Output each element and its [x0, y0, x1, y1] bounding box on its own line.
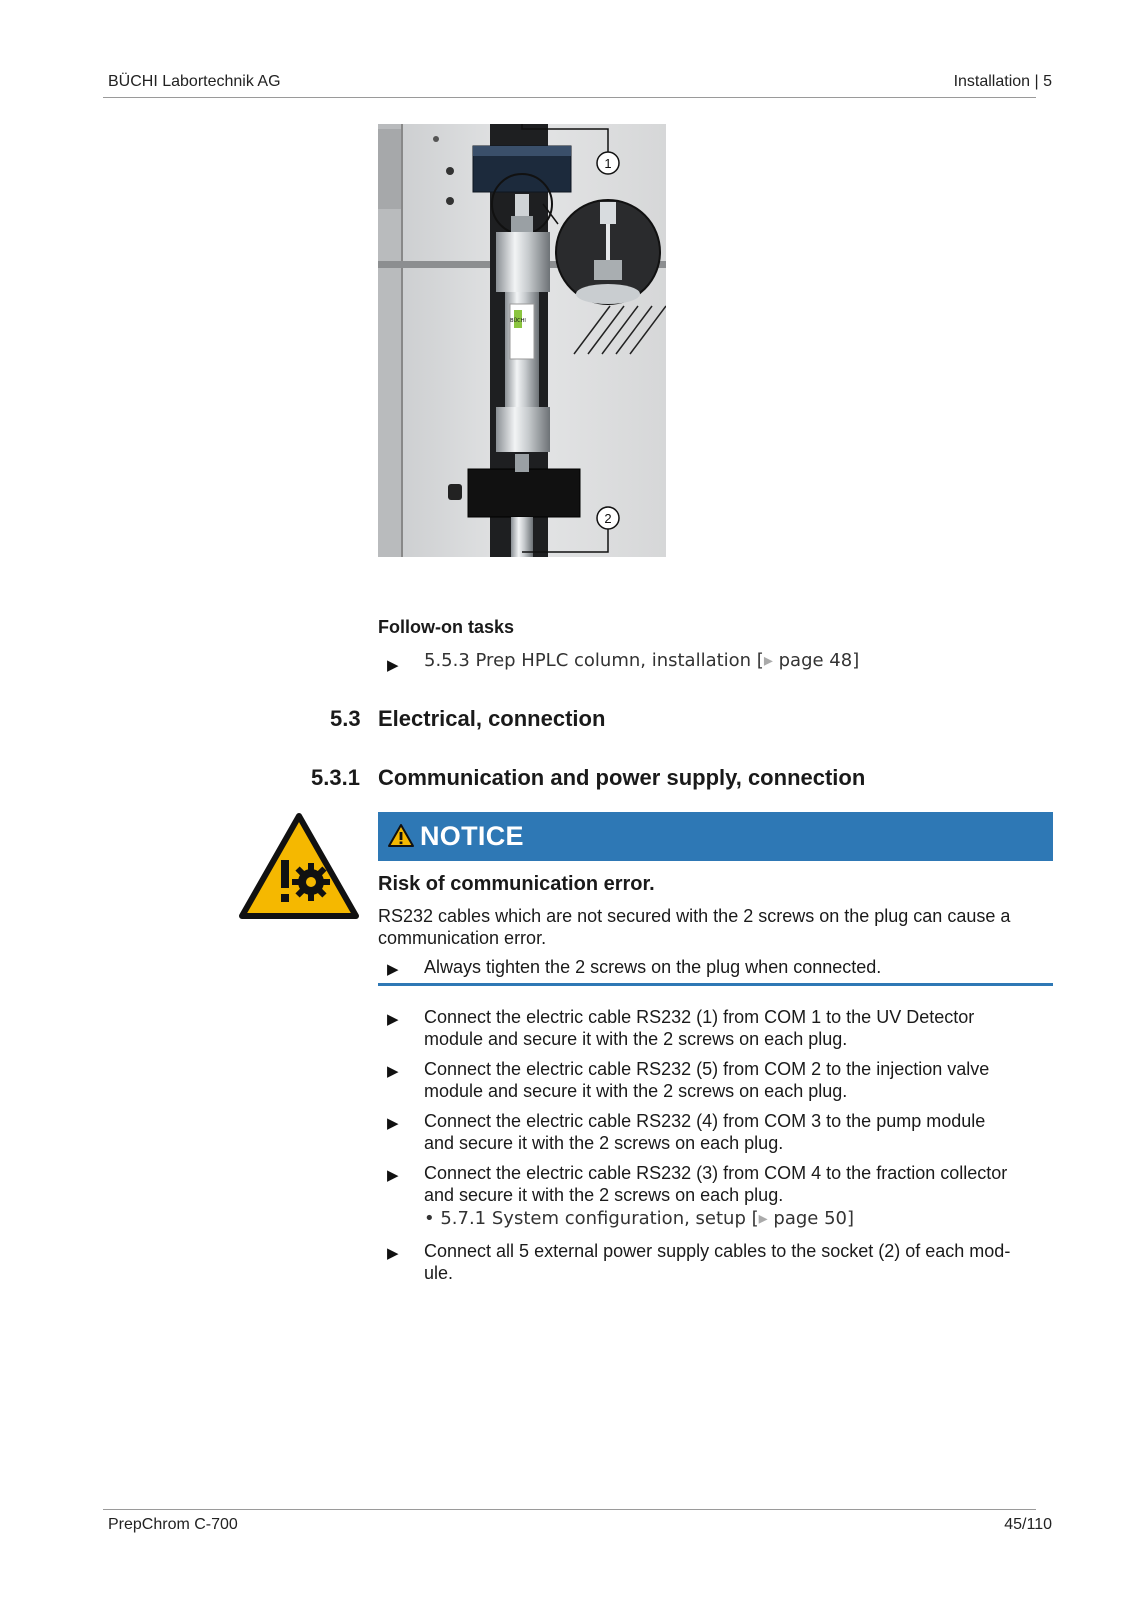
- follow-on-link-text: 5.5.3 Prep HPLC column, installation [: [424, 650, 764, 671]
- header-rule: [103, 97, 1036, 98]
- sub-link-page: page 50]: [767, 1208, 855, 1229]
- risk-title: Risk of communication error.: [378, 873, 655, 895]
- notice-action: Always tighten the 2 screws on the plug when connected.: [424, 957, 882, 977]
- step-3: [424, 1110, 985, 1154]
- bullet-icon: ▶: [387, 1245, 399, 1262]
- footer-product: PrepChrom C-700: [108, 1516, 238, 1533]
- column-photo-illustration: [378, 124, 666, 557]
- footer-page-number: 45/110: [1004, 1516, 1052, 1533]
- page-arrow-icon: ▸: [758, 1208, 768, 1229]
- step-4-line1: Connect the electric cable RS232 (3) from COM 4 to the fraction collector: [424, 1163, 1008, 1183]
- section-number-5-3-1: 5.3.1: [311, 765, 360, 790]
- step-1: [424, 1006, 974, 1050]
- footer-rule: [103, 1509, 1036, 1510]
- bullet-icon: ▶: [387, 1115, 399, 1132]
- step-2-line2: module and secure it with the 2 screws on each plug.: [424, 1081, 848, 1101]
- step-2-line1: Connect the electric cable RS232 (5) from COM 2 to the injection valve: [424, 1059, 990, 1079]
- header-section: Installation | 5: [953, 73, 1052, 90]
- notice-banner: [378, 812, 1053, 861]
- step-4-line2: and secure it with the 2 screws on each plug.: [424, 1185, 784, 1205]
- step-5-line2: ule.: [424, 1263, 454, 1283]
- step-3-line1: Connect the electric cable RS232 (4) from COM 3 to the pump module: [424, 1111, 986, 1131]
- step-1-line2: module and secure it with the 2 screws on each plug.: [424, 1029, 848, 1049]
- system-configuration-link[interactable]: [424, 1208, 854, 1229]
- header-company: BÜCHI Labortechnik AG: [108, 73, 281, 90]
- bullet-icon: ▶: [387, 961, 399, 978]
- bullet-icon: ▶: [387, 657, 399, 674]
- bullet-icon: ▶: [387, 1167, 399, 1184]
- column-photo: [378, 124, 666, 557]
- follow-on-title: Follow-on tasks: [378, 617, 515, 637]
- warning-triangle-icon: [387, 823, 415, 848]
- column-label-text: BÜCHI: [510, 318, 526, 324]
- callout-1-label: 1: [604, 156, 612, 171]
- section-number-5-3: 5.3: [330, 706, 361, 731]
- section-title-5-3: Electrical, connection: [378, 706, 606, 731]
- risk-description-line1: RS232 cables which are not secured with the 2 screws on the plug can cause a: [378, 906, 1011, 926]
- section-title-5-3-1: Communication and power supply, connection: [378, 765, 866, 790]
- step-4: [424, 1162, 1007, 1206]
- follow-on-link[interactable]: [424, 650, 859, 671]
- step-5: [424, 1240, 1010, 1284]
- notice-bottom-rule: [378, 983, 1053, 986]
- sub-link-text: • 5.7.1 System configuration, setup [: [424, 1208, 759, 1229]
- bullet-icon: ▶: [387, 1063, 399, 1080]
- step-2: [424, 1058, 989, 1102]
- callout-2-label: 2: [604, 511, 612, 526]
- page-arrow-icon: ▸: [763, 650, 773, 671]
- bullet-icon: ▶: [387, 1011, 399, 1028]
- step-1-line1: Connect the electric cable RS232 (1) from COM 1 to the UV Detector: [424, 1007, 975, 1027]
- follow-on-link-page: page 48]: [772, 650, 860, 671]
- step-3-line2: and secure it with the 2 screws on each plug.: [424, 1133, 784, 1153]
- step-5-line1: Connect all 5 external power supply cables to the socket (2) of each mod-: [424, 1241, 1011, 1261]
- notice-label: NOTICE: [420, 821, 524, 851]
- risk-description-line2: communication error.: [378, 928, 547, 948]
- hazard-sign-icon: [238, 812, 360, 922]
